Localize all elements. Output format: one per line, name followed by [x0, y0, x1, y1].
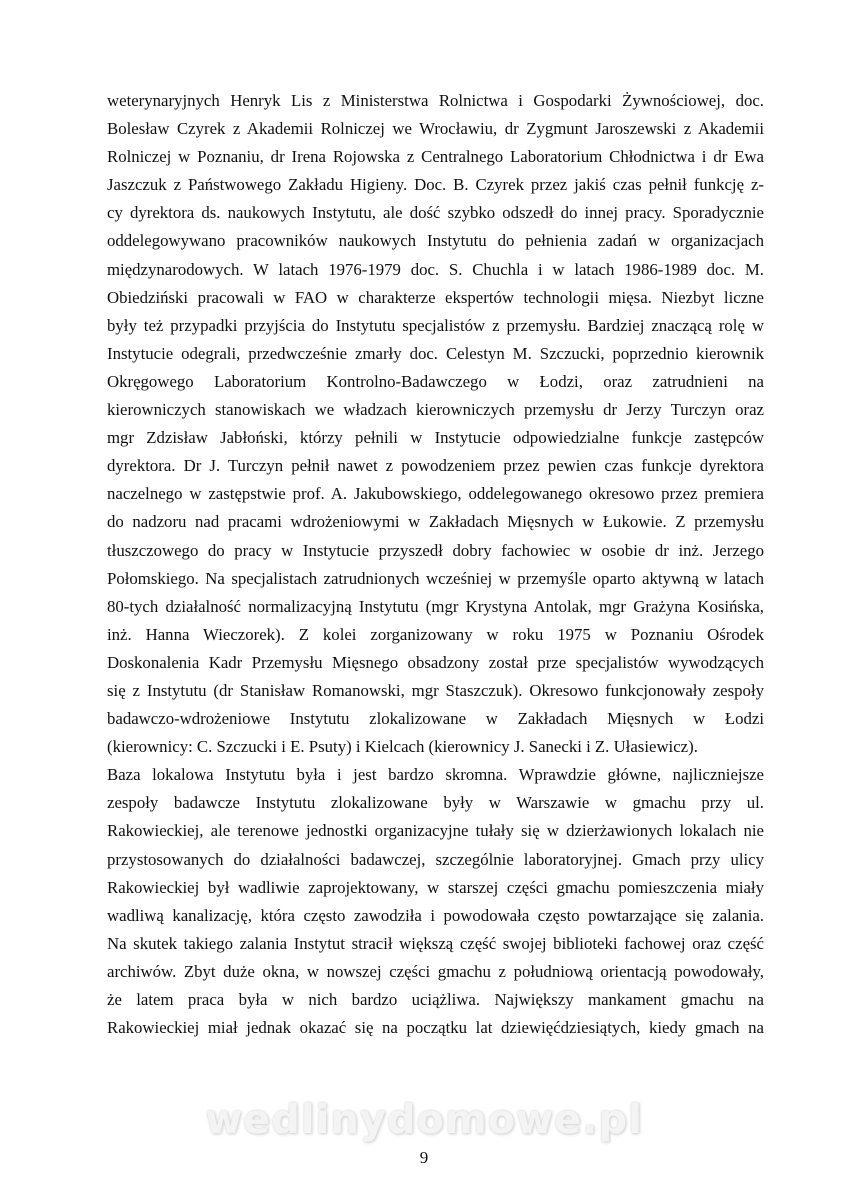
text-line: dyrektora. Dr J. Turczyn pełnił nawet z powodzeniem przez pewien czas funkcje dyrektora	[107, 456, 764, 476]
text-line: badawczo-wdrożeniowe Instytutu zlokalizowane w Zakładach Mięsnych w Łodzi	[107, 709, 764, 729]
text-line: naczelnego w zastępstwie prof. A. Jakubowskiego, oddelegowanego okresowo przez premiera	[107, 484, 764, 504]
text-line: (kierownicy: C. Szczucki i E. Psuty) i Kielcach (kierownicy J. Sanecki i Z. Ułasiewicz).	[107, 737, 698, 757]
text-line: tłuszczowego do pracy w Instytucie przyszedł dobry fachowiec w osobie dr inż. Jerzego	[107, 540, 764, 560]
text-line: Okręgowego Laboratorium Kontrolno-Badawczego w Łodzi, oraz zatrudnieni na	[107, 371, 764, 391]
text-line: kierowniczych stanowiskach we władzach kierowniczych przemysłu dr Jerzy Turczyn oraz	[107, 400, 764, 420]
text-line: 80-tych działalność normalizacyjną Instytutu (mgr Krystyna Antolak, mgr Grażyna Kosińska,	[107, 596, 764, 616]
text-line: Połomskiego. Na specjalistach zatrudnionych wcześniej w przemyśle oparto aktywną w latach	[107, 568, 764, 588]
text-line: Rakowieckiej miał jednak okazać się na początku lat dziewięćdziesiątych, kiedy gmach na	[107, 1018, 764, 1038]
paragraph	[107, 87, 764, 761]
page-number: 9	[419, 1148, 429, 1167]
text-line: Rakowieckiej był wadliwie zaprojektowany, w starszej części gmachu pomieszczenia miały	[107, 877, 764, 897]
text-line: przystosowanych do działalności badawczej, szczególnie laboratoryjnej. Gmach przy ulicy	[107, 849, 764, 869]
text-line: Rakowieckiej, ale terenowe jednostki organizacyjne tułały się w dzierżawionych lokalach nie	[107, 821, 764, 841]
text-line: Rolniczej w Poznaniu, dr Irena Rojowska z Centralnego Laboratorium Chłodnictwa i dr Ewa	[107, 147, 764, 167]
text-line: zespoły badawcze Instytutu zlokalizowane były w Warszawie w gmachu przy ul.	[107, 793, 764, 813]
text-line: się z Instytutu (dr Stanisław Romanowski, mgr Staszczuk). Okresowo funkcjonowały zespoły	[107, 680, 764, 700]
text-line: Obiedziński pracowali w FAO w charakterze ekspertów technologii mięsa. Niezbyt liczne	[107, 287, 764, 307]
text-line: mgr Zdzisław Jabłoński, którzy pełnili w Instytucie odpowiedzialne funkcje zastępców	[107, 428, 764, 448]
text-line: Bolesław Czyrek z Akademii Rolniczej we Wrocławiu, dr Zygmunt Jaroszewski z Akademii	[107, 119, 764, 139]
text-line: międzynarodowych. W latach 1976-1979 doc. S. Chuchla i w latach 1986-1989 doc. M.	[107, 259, 764, 279]
text-line: archiwów. Zbyt duże okna, w nowszej części gmachu z południową orientacją powodowały,	[107, 961, 764, 981]
text-line: Baza lokalowa Instytutu była i jest bardzo skromna. Wprawdzie główne, najliczniejsze	[107, 765, 764, 785]
watermark: wedlinydomowe.pl	[205, 1097, 643, 1143]
text-line: weterynaryjnych Henryk Lis z Ministerstwa Rolnictwa i Gospodarki Żywnościowej, doc.	[107, 91, 764, 110]
text-line: Instytucie odegrali, przedwcześnie zmarły doc. Celestyn M. Szczucki, poprzednio kierownik	[107, 343, 764, 363]
text-line: cy dyrektora ds. naukowych Instytutu, ale dość szybko odszedł do innej pracy. Sporadycznie	[107, 203, 764, 223]
paragraph	[107, 761, 764, 1042]
text-line: były też przypadki przyjścia do Instytutu specjalistów z przemysłu. Bardziej znaczącą rolę w	[107, 315, 764, 335]
text-line: inż. Hanna Wieczorek). Z kolei zorganizowany w roku 1975 w Poznaniu Ośrodek	[107, 624, 764, 644]
body-text	[107, 87, 764, 1042]
text-line: wadliwą kanalizację, która często zawodziła i powodowała często powtarzające się zalania.	[107, 905, 764, 925]
text-line: Jaszczuk z Państwowego Zakładu Higieny. Doc. B. Czyrek przez jakiś czas pełnił funkcję z-	[107, 175, 764, 195]
text-line: oddelegowywano pracowników naukowych Instytutu do pełnienia zadań w organizacjach	[107, 231, 764, 251]
text-line: Na skutek takiego zalania Instytut stracił większą część swojej biblioteki fachowej oraz część	[107, 933, 764, 953]
text-line: do nadzoru nad pracami wdrożeniowymi w Zakładach Mięsnych w Łukowie. Z przemysłu	[107, 512, 764, 532]
text-line: Doskonalenia Kadr Przemysłu Mięsnego obsadzony został prze specjalistów wywodzących	[107, 652, 764, 672]
text-line: że latem praca była w nich bardzo uciążliwa. Największy mankament gmachu na	[107, 990, 764, 1009]
